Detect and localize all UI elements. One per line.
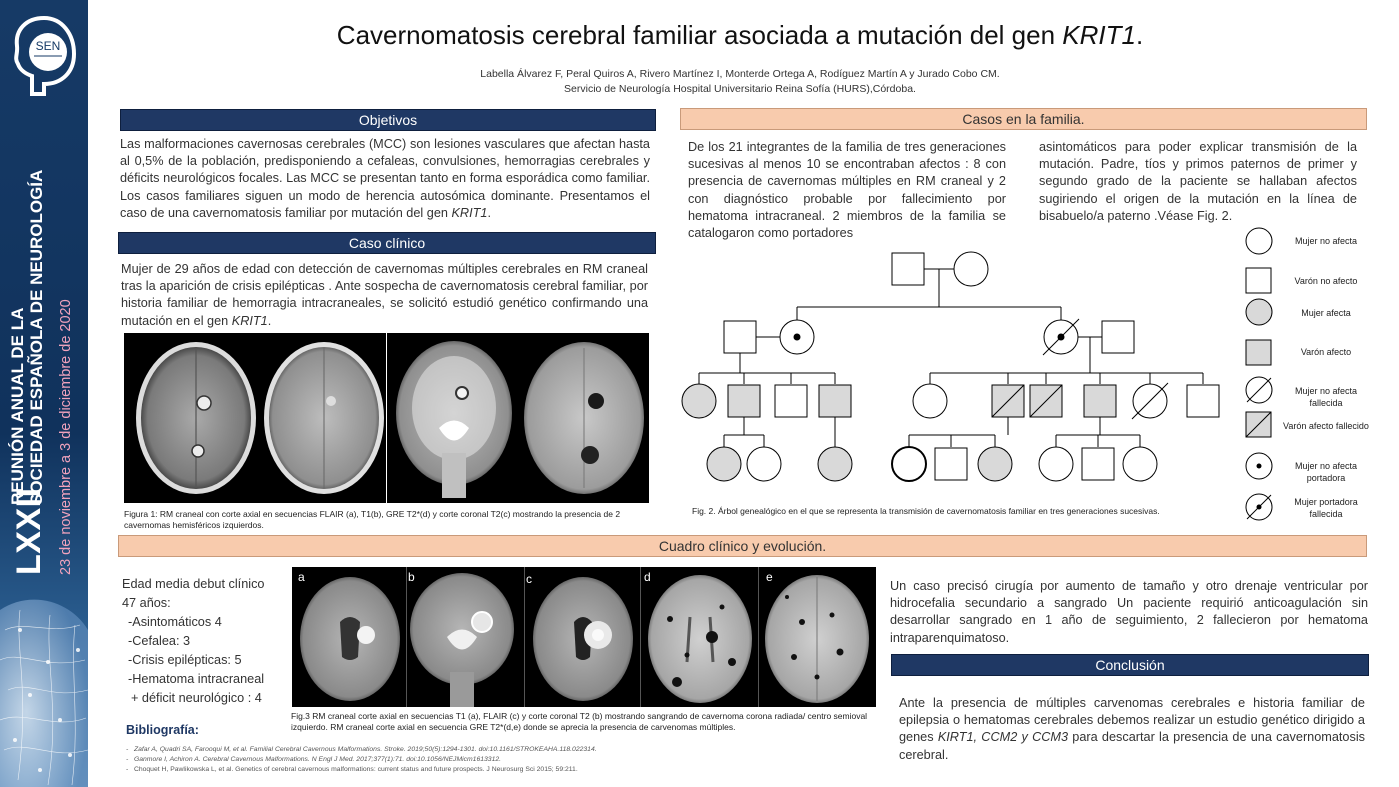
- pedigree-gen3-male: [1187, 385, 1219, 417]
- figure2-caption: Fig. 2. Árbol genealógico en el que se representa la transmisión de cavernomatosis familiar en tres generaciones sucesivas.: [692, 506, 1160, 516]
- stat-line: + déficit neurológico : 4: [131, 691, 262, 705]
- bibliografia-list: [126, 745, 686, 775]
- caso-clinico-header: Caso clínico: [118, 232, 656, 254]
- reference-item: - Choquet H, Pawlikowska L, et al. Genetics of cerebral cavernous malformations: current status and future prospects. J Neurosurg Sci 2015; 59:211.: [126, 766, 578, 773]
- congress-sidebar: [0, 0, 88, 787]
- circle-dot-slash-icon: [1244, 492, 1274, 522]
- pedigree-gen3-affected-male: [728, 385, 760, 417]
- pedigree-gen4-affected-female: [818, 447, 852, 481]
- circle-dot-icon: [1244, 451, 1274, 481]
- legend-label: Mujer no afecta portadora: [1294, 461, 1358, 483]
- image-label-a: a: [298, 570, 305, 584]
- logo-text: SEN: [35, 39, 61, 53]
- legend-item: [1244, 451, 1364, 485]
- pedigree-tree: [680, 245, 1240, 485]
- image-label-c: c: [526, 572, 532, 586]
- legend-item: [1244, 297, 1364, 331]
- legend-label: Mujer afecta: [1301, 308, 1351, 318]
- pedigree-gen4-affected-female: [707, 447, 741, 481]
- pedigree-gen3-affected-male: [819, 385, 851, 417]
- pedigree-gen1-male: [892, 253, 924, 285]
- legend-label: Varón afecto: [1300, 347, 1352, 357]
- image-label-b: b: [408, 570, 415, 584]
- figure1-mri-strip: [124, 333, 649, 503]
- congress-dates: 23 de noviembre a 3 de diciembre de 2020: [58, 299, 74, 575]
- pedigree-gen4-female: [1039, 447, 1073, 481]
- legend-item: [1244, 338, 1364, 372]
- legend-item: [1244, 226, 1364, 260]
- legend-label: Varón afecto fallecido: [1283, 421, 1369, 431]
- circle-empty-icon: [1244, 226, 1274, 256]
- poster-title: Cavernomatosis cerebral familiar asociada a mutación del gen KRIT1.: [336, 20, 1144, 50]
- cuadro-stats: [122, 575, 292, 708]
- brain-network-decoration: [0, 590, 88, 787]
- conclusion-header: Conclusión: [891, 654, 1369, 676]
- figure3-caption: Fig.3 RM craneal corte axial en secuencias T1 (a), FLAIR (c) y corte coronal T2 (b) mostrando sangrando de cavernoma corona radiada/ centro semioval izquierdo. RM craneal corte axial en secuencia GRE T2*(d,e) donde se aprecia la presencia de carvenomas múltiples.: [291, 711, 868, 732]
- stat-line: -Cefalea: 3: [128, 634, 191, 648]
- congress-line1: REUNIÓN ANUAL DE LA: [8, 307, 27, 505]
- stat-line: 47 años:: [122, 596, 171, 610]
- stat-line: -Asintomáticos 4: [128, 615, 222, 629]
- objetivos-text: Las malformaciones cavernosas cerebrales (MCC) son lesiones vasculares que afectan hasta al 0,5% de la población, predisponiendo a cefaleas, convulsiones, hemorragias cerebrales y déficits neurológicos focales. Las MCC se presentan tanto en forma esporádica como familiar. Los casos familiares siguen un modo de herencia autosómica dominante. Presentamos el caso de una cavernomatosis familiar por mutación del gen KRIT1.: [120, 137, 650, 220]
- circle-filled-icon: [1244, 297, 1274, 327]
- figure3-mri-strip: [292, 567, 876, 707]
- stat-line: Edad media debut clínico: [122, 577, 265, 591]
- legend-label: Mujer portadora fallecida: [1294, 497, 1358, 519]
- pedigree-gen3-affected-female: [682, 384, 716, 418]
- legend-label: Mujer no afecta fallecida: [1294, 386, 1358, 408]
- authors: Labella Álvarez F, Peral Quiros A, Rivero Martínez I, Monterde Ortega A, Rodíguez Martín A y Jurado Cobo CM.: [480, 68, 1000, 80]
- institution: Servicio de Neurología Hospital Universitario Reina Sofía (HURS),Córdoba.: [564, 83, 916, 95]
- objetivos-header: Objetivos: [120, 109, 656, 131]
- square-empty-icon: [1244, 266, 1274, 296]
- image-label-e: e: [766, 570, 773, 584]
- reference-item: - Zafar A, Quadri SA, Farooqui M, et al. Familial Cerebral Cavernous Malformations. Stroke. 2019;50(5):1294-1301. doi:10.1161/STROKEAHA.118.022314.: [126, 746, 597, 753]
- legend-item: [1244, 375, 1364, 409]
- pedigree-gen4-female: [747, 447, 781, 481]
- casos-familia-header: Casos en la familia.: [680, 108, 1367, 130]
- reference-item: - Ganmore I, Achiron A. Cerebral Cavernous Malformations. N Engl J Med. 2017;377(1):71. doi:10.1056/NEJMicm1613312.: [126, 756, 502, 763]
- stat-line: -Crisis epilépticas: 5: [128, 653, 242, 667]
- square-slash-icon: [1244, 410, 1274, 440]
- legend-item: [1244, 492, 1364, 526]
- casos-familia-col2: asintomáticos para poder explicar transmisión de la mutación. Padre, tíos y primos paternos de primer y segundo grado de la paciente se hallaban afectos sugiriendo el origen de la mutación en la línea de bisabuelo/a paterno .Véase Fig. 2.: [1039, 140, 1357, 223]
- pedigree-gen3-female: [913, 384, 947, 418]
- cuadro-clinico-header: Cuadro clínico y evolución.: [118, 535, 1367, 557]
- pedigree-gen2-male-right: [1102, 321, 1134, 353]
- stat-line: -Hematoma intracraneal: [128, 672, 265, 686]
- circle-slash-icon: [1244, 375, 1274, 405]
- pedigree-gen1-female: [954, 252, 988, 286]
- conclusion-text: Ante la presencia de múltiples carvenomas cerebrales e historia familiar de epilepsia o hematomas cerebrales debemos realizar un estudio genético dirigido a genes KIRT1, CCM2 y CCM3 para descartar la presencia de una cavernomatosis cerebral.: [899, 696, 1365, 762]
- pedigree-gen4-female: [1123, 447, 1157, 481]
- pedigree-gen3-male: [775, 385, 807, 417]
- image-label-d: d: [644, 570, 651, 584]
- legend-item: [1244, 266, 1364, 300]
- caso-clinico-text: Mujer de 29 años de edad con detección de cavernomas múltiples cerebrales en RM craneal tras la aparición de crisis epilépticas . Ante sospecha de cavernomatosis cerebral familiar, por historia familiar de hemorragia intracraneales, se solicitó estudió genético confirmando una mutación en el gen KRIT1.: [121, 262, 648, 328]
- authors-block: [300, 67, 1180, 97]
- pedigree-gen4-male: [1082, 448, 1114, 480]
- evolucion-text: Un caso precisó cirugía por aumento de tamaño y otro drenaje ventricular por hidrocefalia secundario a sangrado Un paciente requirió anticoagulación sin desarrollar sangrado en 1 año de seguimiento, 2 fallecieron por hematoma intraparenquimatoso.: [890, 579, 1368, 645]
- pedigree-gen3-affected-male: [1084, 385, 1116, 417]
- casos-familia-col1: De los 21 integrantes de la familia de tres generaciones sucesivas al menos 10 se encontraban afectos : 8 con presencia de cavernomas múltiples en RM craneal y 2 con diagnóstico probable por fallecimiento por hematoma intracraneal. 2 miembros de la familia se catalogaron como portadores: [688, 140, 1006, 241]
- bibliografia-title: Bibliografía:: [126, 723, 199, 737]
- congress-number: LXXII: [10, 487, 48, 575]
- pedigree-gen4-male: [935, 448, 967, 480]
- figure1-mri-images: [124, 333, 649, 503]
- legend-label: Mujer no afecta: [1294, 236, 1358, 246]
- congress-vertical-title: [6, 15, 86, 575]
- pedigree-gen2-male-left: [724, 321, 756, 353]
- legend-label: Varón no afecto: [1294, 276, 1358, 286]
- legend-item: [1244, 410, 1369, 444]
- square-filled-icon: [1244, 338, 1274, 368]
- pedigree-gen4-patient-female: [892, 447, 926, 481]
- congress-line2: SOCIEDAD ESPAÑOLA DE NEUROLOGÍA: [27, 169, 46, 505]
- title-gene: KRIT1: [1062, 20, 1136, 50]
- figure1-caption: Figura 1: RM craneal con corte axial en secuencias FLAIR (a), T1(b), GRE T2*(d) y corte coronal T2(c) mostrando la presencia de 2 cavernomas hemisféricos izquierdos.: [124, 509, 621, 530]
- pedigree-gen4-affected-female: [978, 447, 1012, 481]
